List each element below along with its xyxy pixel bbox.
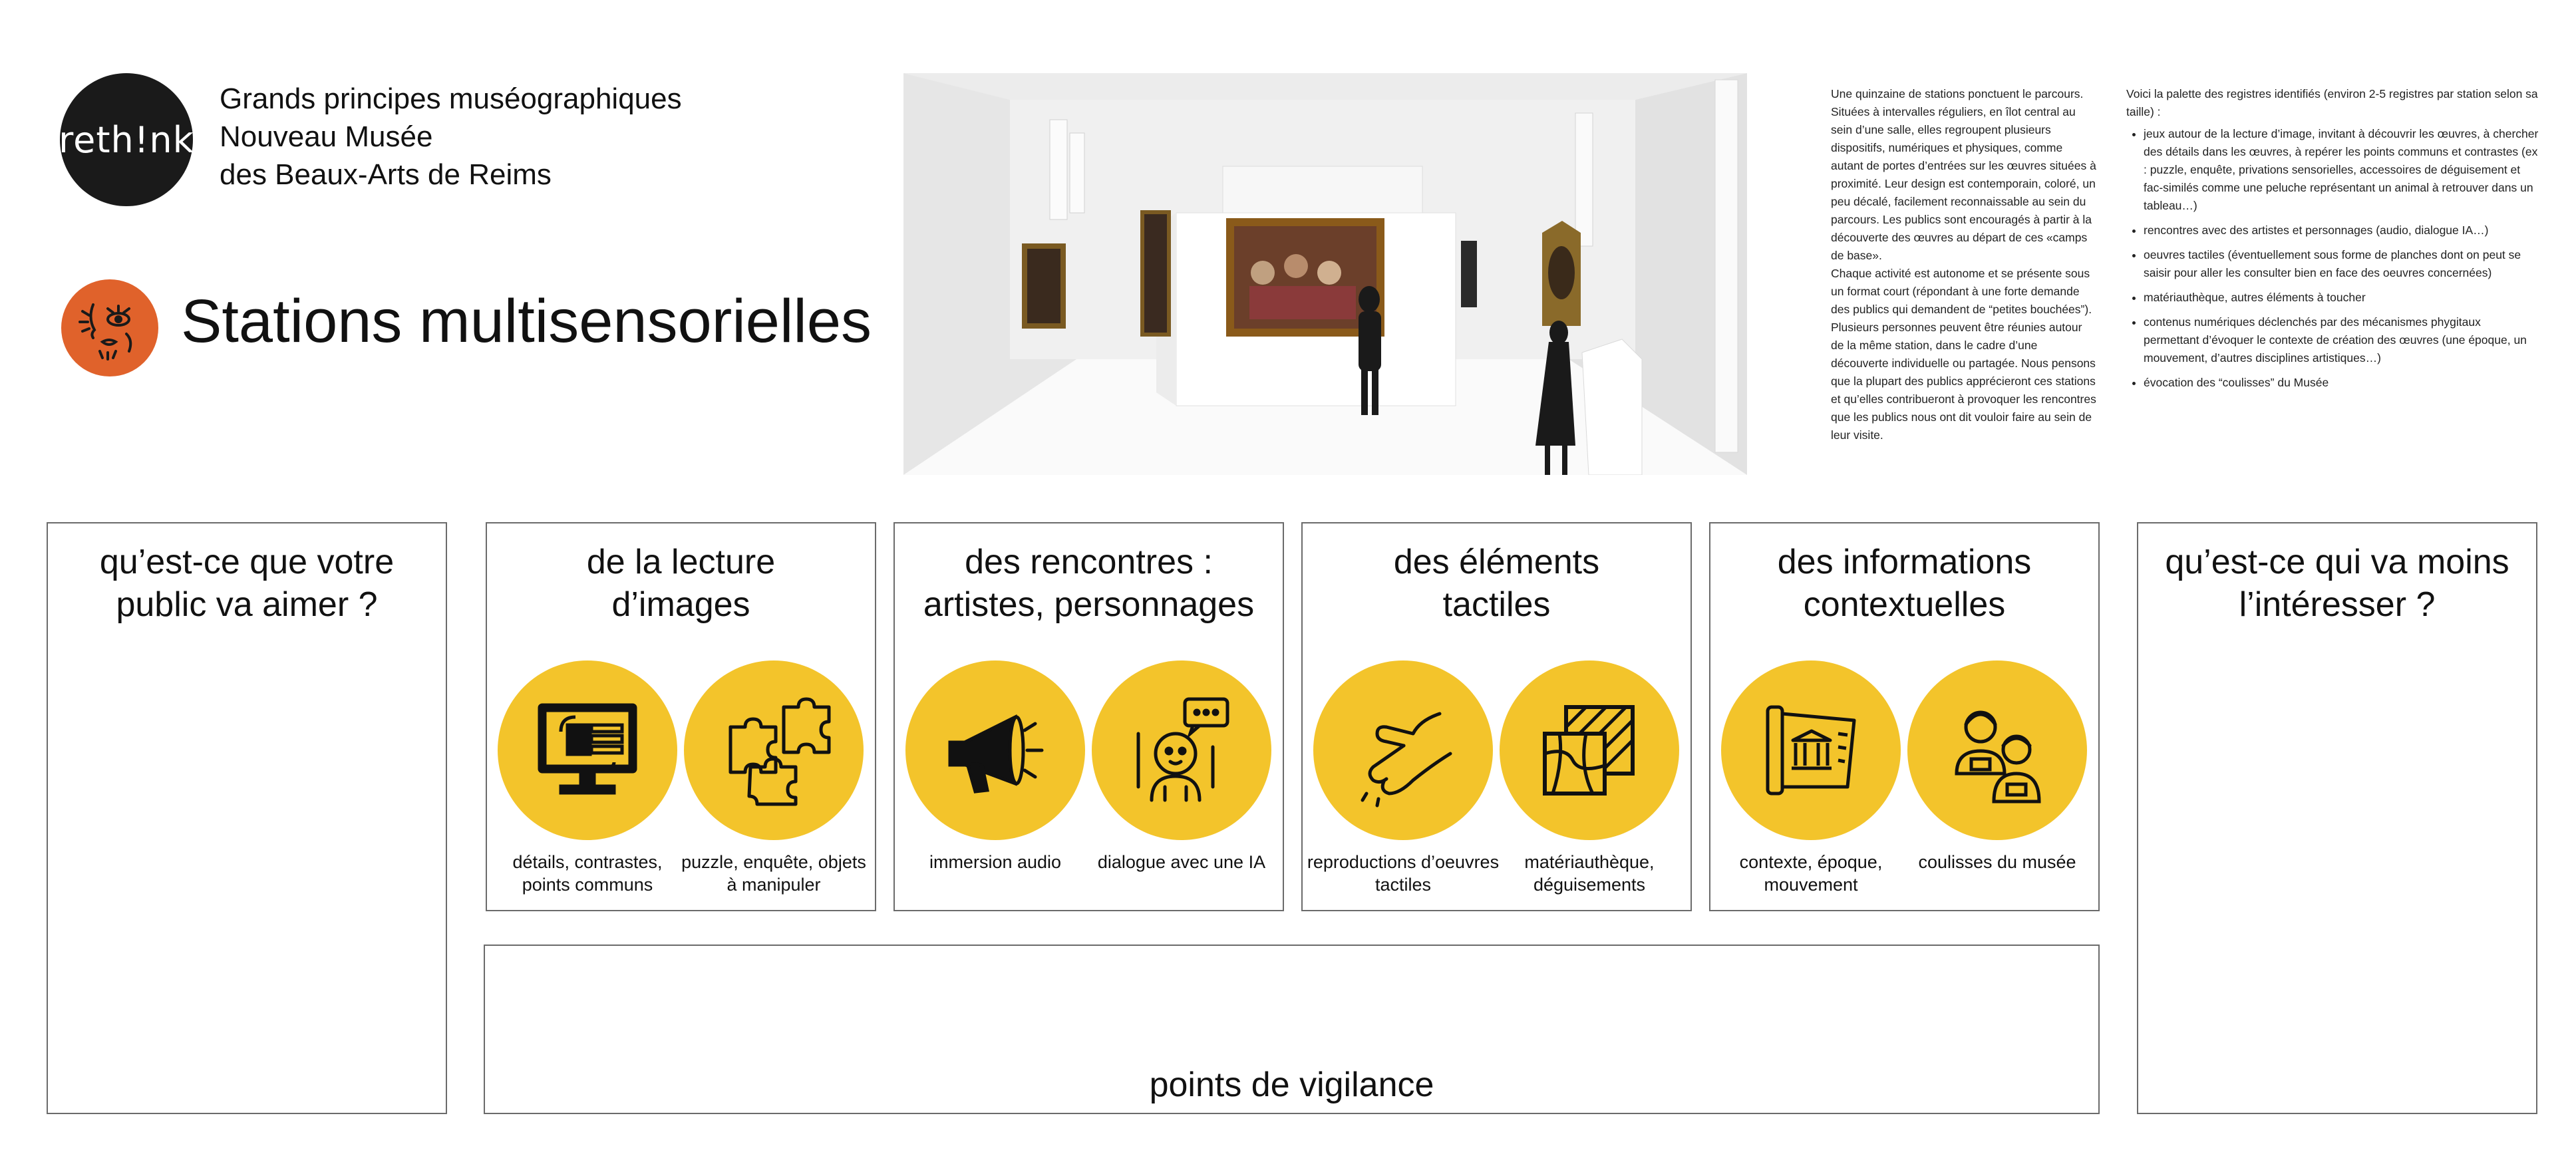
palette-intro: Voici la palette des registres identifiés (environ 2-5 registres par station selon sa taille) :	[2126, 87, 2538, 118]
megaphone-icon	[905, 660, 1085, 840]
item-caption: immersion audio	[929, 852, 1062, 872]
item-caption: reproductions d’oeuvres tactiles	[1307, 852, 1500, 895]
header-line-3: des Beaux-Arts de Reims	[220, 158, 552, 191]
item-caption: dialogue avec une IA	[1097, 852, 1266, 872]
item-caption: matériauthèque, déguisements	[1524, 852, 1655, 895]
talking-robot-icon	[1092, 660, 1271, 840]
category-tactile	[1301, 522, 1692, 911]
palette-item: • jeux autour de la lecture d’image, invitant à découvrir les œuvres, à chercher des détails dans les œuvres, à repérer les points communs et contrastes (ex : puzzle, enquête, privations sensorielles, accessoires de déguisement et fac-similés comme une peluche représentant un animal à retrouver dans un tableau…)	[2144, 125, 2539, 215]
category-title: des éléments tactiles	[1393, 543, 1600, 624]
stations-description	[1831, 85, 2097, 444]
audience-likes-title: qu’est-ce que votre public va aimer ?	[99, 543, 395, 624]
vigilance-title: points de vigilance	[1149, 1066, 1434, 1104]
scroll-map-icon	[1721, 660, 1901, 840]
palette-item: • oeuvres tactiles (éventuellement sous forme de planches dont on peut se saisir pour aller les consulter bien en face des oeuvres concernées)	[2144, 246, 2539, 282]
audience-dislikes-title: qu’est-ce qui va moins l’intéresser ?	[2165, 543, 2509, 624]
description-paragraph-2: Chaque activité est autonome et se présente sous un format court (répondant à une forte demande des publics qui demandent de “petites bouchées”). Plusieurs personnes peuvent être réunies autour de la même station, dans le cadre d’une découverte individuelle ou partagée. Nous pensons que la plupart des publics apprécieront ces stations et qu’elles contribueront à provoquer les rencontres que les publics nous ont dit vouloir faire au sein de leur visite.	[1831, 267, 2096, 442]
category-image-reading	[486, 522, 876, 911]
header-line-2: Nouveau Musée	[220, 120, 433, 153]
rethink-logo	[60, 73, 193, 206]
category-title: des rencontres : artistes, personnages	[923, 543, 1255, 624]
item-caption: contexte, époque, mouvement	[1739, 852, 1883, 895]
audience-likes-box	[47, 522, 447, 1114]
station-title: Stations multisensorielles	[181, 287, 872, 355]
logo-text: reth!nk	[59, 118, 194, 161]
museum-room-illustration	[903, 73, 1747, 475]
puzzle-pieces-icon	[684, 660, 864, 840]
multisensory-face-icon	[61, 279, 158, 376]
monitor-sync-icon	[498, 660, 677, 840]
category-title: des informations contextuelles	[1777, 543, 2032, 624]
document-header	[220, 80, 682, 194]
palette-list	[2126, 125, 2539, 392]
item-caption: coulisses du musée	[1918, 852, 2076, 872]
palette-item: • évocation des “coulisses” du Musée	[2144, 374, 2539, 392]
category-encounters	[893, 522, 1284, 911]
touching-hand-icon	[1313, 660, 1493, 840]
palette-item: • matériauthèque, autres éléments à toucher	[2144, 289, 2539, 307]
audience-dislikes-box	[2137, 522, 2537, 1114]
category-title: de la lecture d’images	[586, 543, 776, 624]
material-samples-icon	[1500, 660, 1679, 840]
item-caption: puzzle, enquête, objets à manipuler	[681, 852, 866, 895]
palette-item: • rencontres avec des artistes et personnages (audio, dialogue IA…)	[2144, 221, 2539, 239]
palette-section	[2126, 85, 2539, 398]
vigilance-box	[484, 945, 2100, 1114]
item-caption: détails, contrastes, points communs	[512, 852, 663, 895]
header-line-1: Grands principes muséographiques	[220, 82, 682, 115]
category-context	[1709, 522, 2100, 911]
description-paragraph-1: Une quinzaine de stations ponctuent le parcours. Situées à intervalles réguliers, en îlot central au sein d’une salle, elles regroupent plusieurs dispositifs, numériques et physiques, comme autant de portes d’entrées sur les œuvres situées à proximité. Leur design est contemporain, coloré, un peu décalé, facilement reconnaissable au sein du parcours. Les publics sont encouragés à partir à la découverte des œuvres au départ de ces «camps de base».	[1831, 87, 2096, 262]
museum-staff-icon	[1907, 660, 2087, 840]
palette-item: • contenus numériques déclenchés par des mécanismes phygitaux permettant d’évoquer le contexte de création des œuvres (une époque, un mouvement, d’autres disciplines artistiques…)	[2144, 313, 2539, 367]
